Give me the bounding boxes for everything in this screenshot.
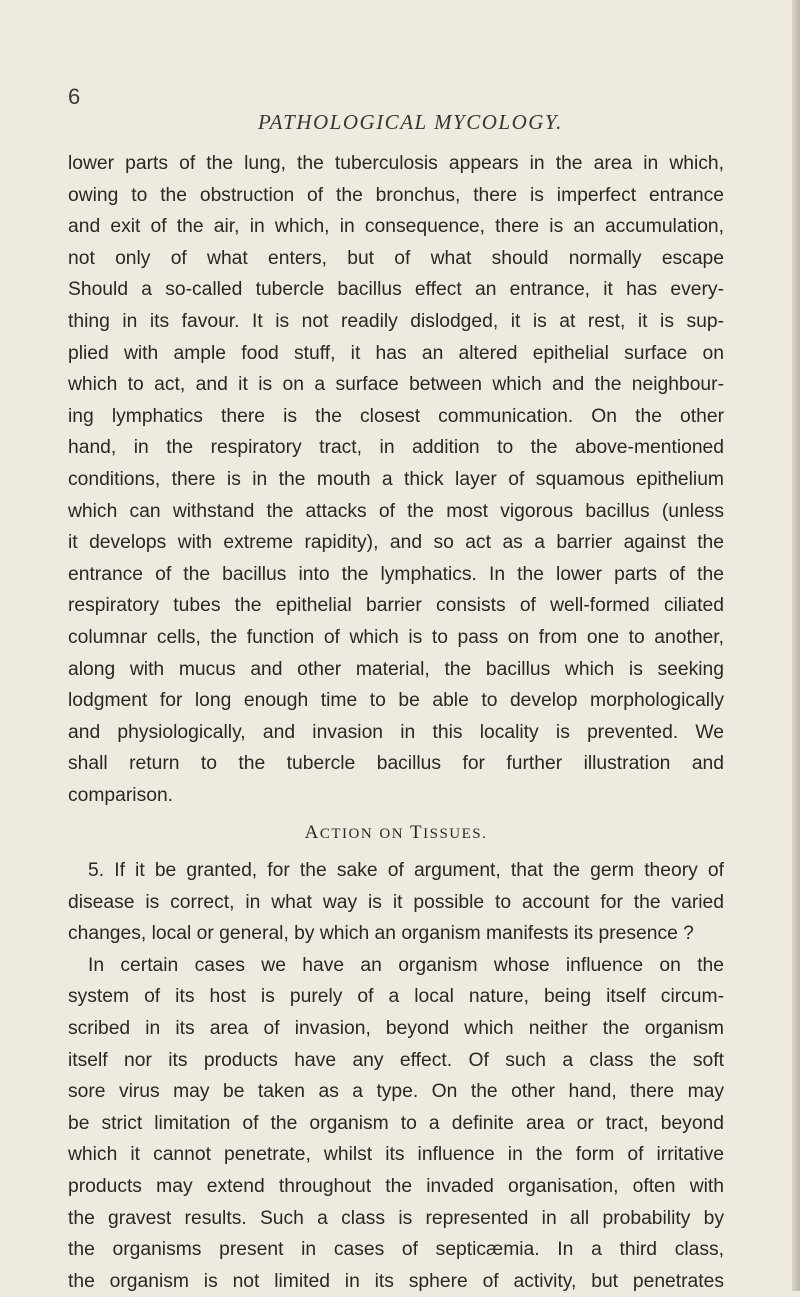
text-line: columnar cells, the function of which is to pass on from one to another, — [68, 626, 724, 648]
heading-word: CTION — [319, 826, 374, 843]
body-text — [68, 148, 724, 1297]
page-edge — [792, 0, 800, 1291]
text-line: the organism is not limited in its sphere of activity, but penetrates — [68, 1270, 724, 1292]
text-line: respiratory tubes the epithelial barrier consists of well-formed ciliated — [68, 595, 724, 617]
text-line: it develops with extreme rapidity), and so act as a barrier against the — [68, 532, 724, 554]
text-line: comparison. — [68, 784, 174, 806]
text-line: shall return to the tubercle bacillus for further illustration and — [68, 753, 724, 775]
text-line: the organisms present in cases of septicæmia. In a third class, — [68, 1239, 724, 1261]
paragraph-3 — [68, 950, 724, 1297]
text-line: thing in its favour. It is not readily dislodged, it is at rest, it is sup- — [68, 310, 724, 332]
text-line: which to act, and it is on a surface between which and the neighbour- — [68, 374, 724, 396]
text-line: scribed in its area of invasion, beyond which neither the organism — [68, 1018, 724, 1040]
text-line: owing to the obstruction of the bronchus, there is imperfect entrance — [68, 184, 724, 206]
text-line: which it cannot penetrate, whilst its influence in the form of irritative — [68, 1144, 724, 1166]
text-line: not only of what enters, but of what should normally escape — [68, 247, 724, 269]
text-line: which can withstand the attacks of the most vigorous bacillus (unless — [68, 500, 724, 522]
text-line: lower parts of the lung, the tuberculosis appears in the area in which, — [68, 153, 724, 174]
text-line: In certain cases we have an organism whose influence on the — [88, 954, 724, 976]
text-line: system of its host is purely of a local nature, being itself circum- — [68, 986, 724, 1008]
text-line: and exit of the air, in which, in consequence, there is an accumulation, — [68, 216, 724, 238]
text-line: the gravest results. Such a class is represented in all probability by — [68, 1207, 724, 1229]
paragraph-2 — [68, 855, 724, 950]
section-heading — [68, 817, 724, 849]
heading-word: ISSUES. — [423, 826, 488, 843]
text-line: be strict limitation of the organism to a definite area or tract, beyond — [68, 1112, 724, 1134]
text-line: along with mucus and other material, the bacillus which is seeking — [68, 658, 724, 680]
text-line: and physiologically, and invasion in this locality is prevented. We — [68, 721, 724, 743]
text-line: itself nor its products have any effect. Of such a class the soft — [68, 1049, 724, 1071]
running-head: PATHOLOGICAL MYCOLOGY. — [258, 110, 563, 134]
heading-word: ON — [379, 826, 405, 843]
text-line: sore virus may be taken as a type. On the other hand, there may — [68, 1081, 724, 1103]
text-line: plied with ample food stuff, it has an altered epithelial surface on — [68, 342, 724, 364]
text-line: changes, local or general, by which an organism manifests its presence ? — [68, 923, 694, 945]
page-number: 6 — [68, 84, 81, 109]
heading-word: A — [304, 822, 320, 844]
heading-word: T — [410, 822, 424, 844]
text-line: ing lymphatics there is the closest communication. On the other — [68, 405, 724, 427]
text-line: products may extend throughout the invaded organisation, often with — [68, 1176, 724, 1197]
text-line: hand, in the respiratory tract, in addition to the above-mentioned — [68, 437, 724, 459]
text-line: entrance of the bacillus into the lymphatics. In the lower parts of the — [68, 563, 724, 585]
text-line: disease is correct, in what way is it possible to account for the varied — [68, 891, 724, 913]
text-line: Should a so-called tubercle bacillus effect an entrance, it has every- — [68, 279, 724, 301]
text-line: lodgment for long enough time to be able to develop morphologically — [68, 690, 724, 712]
paragraph-1 — [68, 148, 724, 811]
text-line: 5. If it be granted, for the sake of argument, that the germ theory of — [88, 860, 724, 882]
text-line: conditions, there is in the mouth a thick layer of squamous epithelium — [68, 468, 724, 490]
